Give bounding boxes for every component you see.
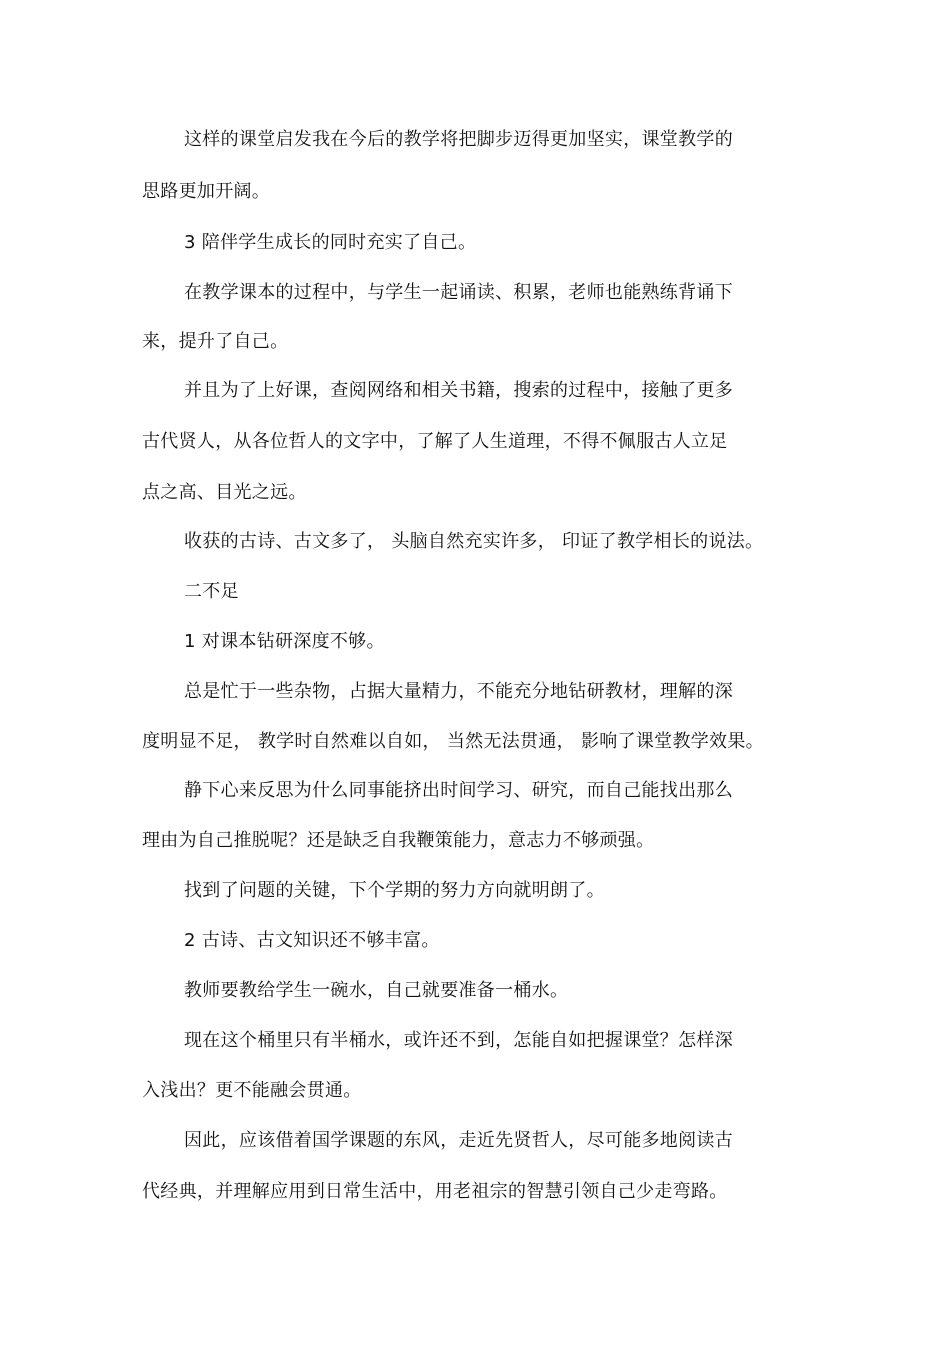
text-line: 来，提升了自己。: [142, 331, 289, 352]
text-line: 思路更加开阔。: [142, 181, 271, 202]
text-line: 在教学课本的过程中，与学生一起诵读、积累，老师也能熟练背诵下: [184, 282, 733, 303]
text-line: 因此，应该借着国学课题的东风，走近先贤哲人，尽可能多地阅读古: [184, 1130, 733, 1151]
text-line: 教师要教给学生一碗水，自己就要准备一桶水。: [184, 980, 569, 1001]
text-line: 总是忙于一些杂物，占据大量精力，不能充分地钻研教材，理解的深: [184, 681, 733, 702]
subsection-heading: 1 对课本钻研深度不够。: [184, 631, 385, 652]
text-line: 古代贤人，从各位哲人的文字中，了解了人生道理，不得不佩服古人立足: [142, 431, 728, 452]
text-line: 代经典，并理解应用到日常生活中，用老祖宗的智慧引领自己少走弯路。: [142, 1181, 728, 1202]
text-line: 收获的古诗、古文多了， 头脑自然充实许多， 印证了教学相长的说法。: [184, 531, 764, 552]
text-line: 并且为了上好课，查阅网络和相关书籍，搜索的过程中，接触了更多: [184, 380, 733, 401]
text-line: 点之高、目光之远。: [142, 482, 307, 503]
text-line: 现在这个桶里只有半桶水，或许还不到，怎能自如把握课堂？怎样深: [184, 1030, 733, 1051]
subsection-heading: 2 古诗、古文知识还不够丰富。: [184, 930, 440, 951]
text-line: 3 陪伴学生成长的同时充实了自己。: [184, 232, 477, 253]
text-line: 静下心来反思为什么同事能挤出时间学习、研究，而自己能找出那么: [184, 780, 733, 801]
text-line: 这样的课堂启发我在今后的教学将把脚步迈得更加坚实，课堂教学的: [184, 129, 733, 150]
text-line: 入浅出？更不能融会贯通。: [142, 1080, 362, 1101]
text-line: 找到了问题的关键，下个学期的努力方向就明朗了。: [184, 880, 605, 901]
text-line: 理由为自己推脱呢？还是缺乏自我鞭策能力，意志力不够顽强。: [142, 830, 655, 851]
text-line: 度明显不足， 教学时自然难以自如， 当然无法贯通， 影响了课堂教学效果。: [142, 731, 764, 752]
section-heading: 二不足: [184, 581, 239, 602]
